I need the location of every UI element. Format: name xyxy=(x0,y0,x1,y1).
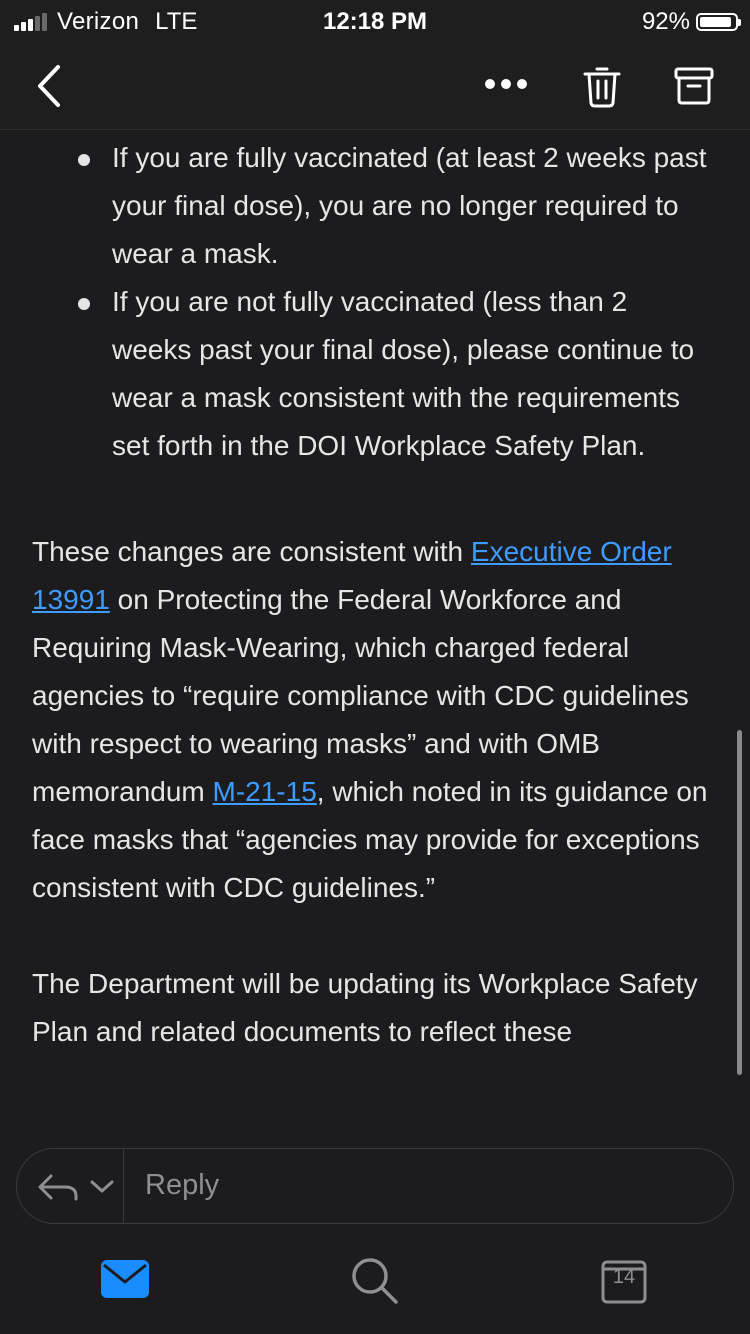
tab-bar xyxy=(0,1236,750,1334)
tab-search[interactable] xyxy=(348,1254,402,1308)
chevron-down-icon xyxy=(89,1179,115,1195)
battery-icon xyxy=(696,13,738,31)
battery-percent: 92% xyxy=(641,8,690,35)
memorandum-link[interactable]: M-21-15 xyxy=(212,776,317,807)
carrier-name: Verizon xyxy=(57,8,140,35)
trash-icon xyxy=(583,64,621,108)
tab-calendar[interactable] xyxy=(598,1254,650,1308)
paragraph-text: , which noted in its guidance on face masks that “agencies may provide for exceptions consistent with CDC guidelines.” xyxy=(32,776,708,903)
back-button[interactable] xyxy=(24,58,74,114)
more-button[interactable] xyxy=(478,64,534,104)
network-type: LTE xyxy=(155,8,198,35)
nav-bar xyxy=(0,44,750,130)
paragraph-text: These changes are consistent with xyxy=(32,536,471,567)
tab-mail[interactable] xyxy=(98,1254,152,1304)
mail-icon xyxy=(101,1260,149,1298)
status-time: 12:18 PM xyxy=(322,8,428,35)
reply-arrow-icon xyxy=(37,1172,79,1202)
archive-icon xyxy=(674,66,714,106)
bullet-item: If you are not fully vaccinated (less than 2 weeks past your final dose), please continue to wear a mask consistent with the requirements set forth in the DOI Workplace Safety Plan. xyxy=(0,278,750,470)
reply-bar xyxy=(16,1148,734,1224)
status-right xyxy=(642,8,738,36)
calendar-date: 14 xyxy=(612,1266,636,1288)
email-body[interactable] xyxy=(0,130,750,1136)
more-icon xyxy=(484,78,528,90)
reply-options-button[interactable] xyxy=(37,1167,137,1207)
paragraph-executive-order xyxy=(0,528,750,912)
executive-order-link[interactable]: Executive Order 13991 xyxy=(32,536,672,615)
search-icon xyxy=(350,1256,400,1306)
scroll-indicator[interactable] xyxy=(737,730,742,1075)
bullet-item: If you are fully vaccinated (at least 2 weeks past your final dose), you are no longer required to wear a mask. xyxy=(0,134,750,278)
reply-input[interactable]: Reply xyxy=(145,1169,220,1201)
paragraph-department: The Department will be updating its Workplace Safety Plan and related documents to reflect these xyxy=(32,968,698,1047)
status-bar xyxy=(0,0,750,44)
delete-button[interactable] xyxy=(574,58,630,114)
reply-divider xyxy=(123,1149,124,1223)
bullet-list xyxy=(0,134,750,470)
archive-button[interactable] xyxy=(664,58,724,114)
paragraph-text: on Protecting the Federal Workforce and Requiring Mask-Wearing, which charged federal agencies to “require compliance with CDC guidelines with respect to wearing masks” and with OMB memorandum xyxy=(32,584,689,807)
back-chevron-icon xyxy=(36,64,62,108)
battery-fill xyxy=(700,17,731,27)
